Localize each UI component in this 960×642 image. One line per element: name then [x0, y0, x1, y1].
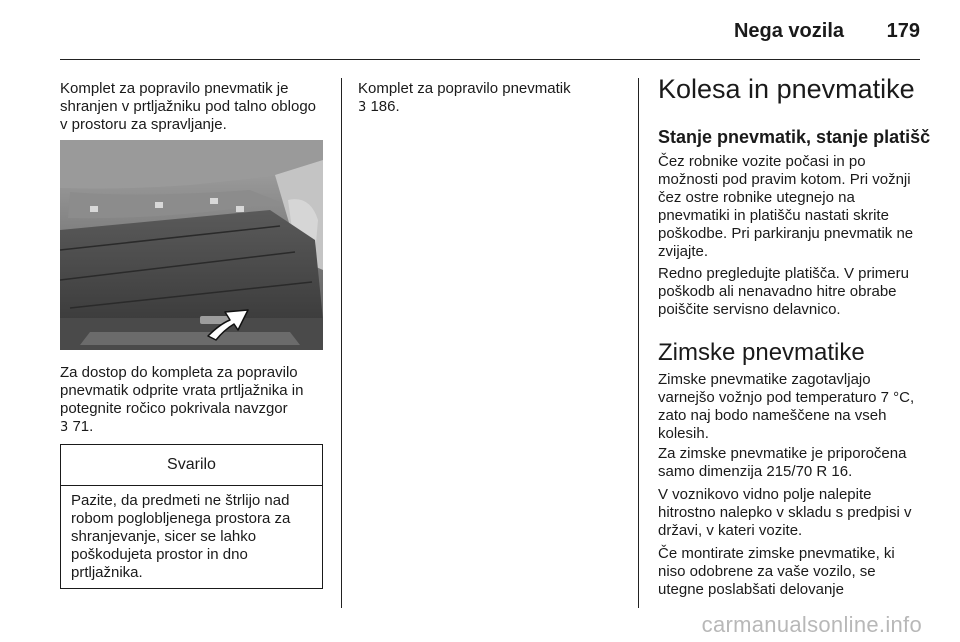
warning-text: Pazite, da predmeti ne štrlijo nad robom poglobljenega prostora za shranjevanje, sicer se lahko poškodujeta prostor in dno prtljažnika.: [71, 492, 291, 581]
winter-tires-paragraph-2: Za zimske pnevmatike je priporočena samo dimenzija 215/70 R 16.: [658, 445, 907, 480]
page-reference-icon: 3: [358, 100, 367, 115]
page-reference-icon: 3: [60, 420, 69, 435]
access-reference-page[interactable]: 71.: [72, 418, 94, 435]
column-divider-left: [341, 78, 342, 608]
winter-tires-paragraph-3: V voznikovo vidno polje nalepite hitrostno nalepko v skladu s predpisi v državi, v kateri vozite.: [658, 486, 912, 539]
warning-title: Svarilo: [61, 445, 322, 486]
subsection-title-tire-condition: Stanje pnevmatik, stanje platišč: [658, 127, 931, 147]
section-title: Kolesa in pnevmatike: [658, 74, 915, 104]
watermark: carmanualsonline.info: [701, 612, 922, 637]
running-header-title: Nega vozila: [733, 20, 844, 42]
intro-paragraph: Komplet za popravilo pnevmatik je shranjen v prtljažniku pod talno oblogo v prostoru za spravljanje.: [60, 80, 317, 133]
tire-condition-paragraph-2: Redno pregledujte platišča. V primeru poškodb ali nenavadno hitre obrabe poiščite servisno delavnico.: [658, 265, 909, 318]
subsection-title-winter-tires: Zimske pnevmatike: [658, 339, 865, 366]
repair-kit-text: Komplet za popravilo pnevmatik: [358, 80, 571, 97]
winter-tires-paragraph-1: Zimske pnevmatike zagotavljajo varnejšo vožnjo pod temperaturo 7 °C, zato naj bodo nameščene na vseh kolesih.: [658, 371, 915, 442]
header-rule: [60, 59, 920, 60]
trunk-floor-photo: [60, 140, 323, 350]
repair-kit-reference: [358, 80, 598, 117]
repair-kit-reference-page[interactable]: 186.: [370, 98, 400, 115]
tire-condition-paragraph-1: Čez robnike vozite počasi in po možnosti pod pravim kotom. Pri vožnji čez ostre robnike utegnejo na pnevmatiki in platišču nastati skrite poškodbe. Pri parkiranju pnevmatik ne zvijajte.: [658, 153, 914, 260]
access-text: Za dostop do kompleta za popravilo pnevmatik odprite vrata prtljažnika in potegnite ročico pokrivala navzgor: [60, 364, 304, 417]
warning-box: [60, 444, 323, 589]
page-number: 179: [886, 20, 920, 42]
access-paragraph: [60, 364, 325, 437]
column-divider-right: [638, 78, 639, 608]
winter-tires-paragraph-4: Če montirate zimske pnevmatike, ki niso odobrene za vaše vozilo, se utegne poslabšati delovanje: [658, 545, 895, 598]
